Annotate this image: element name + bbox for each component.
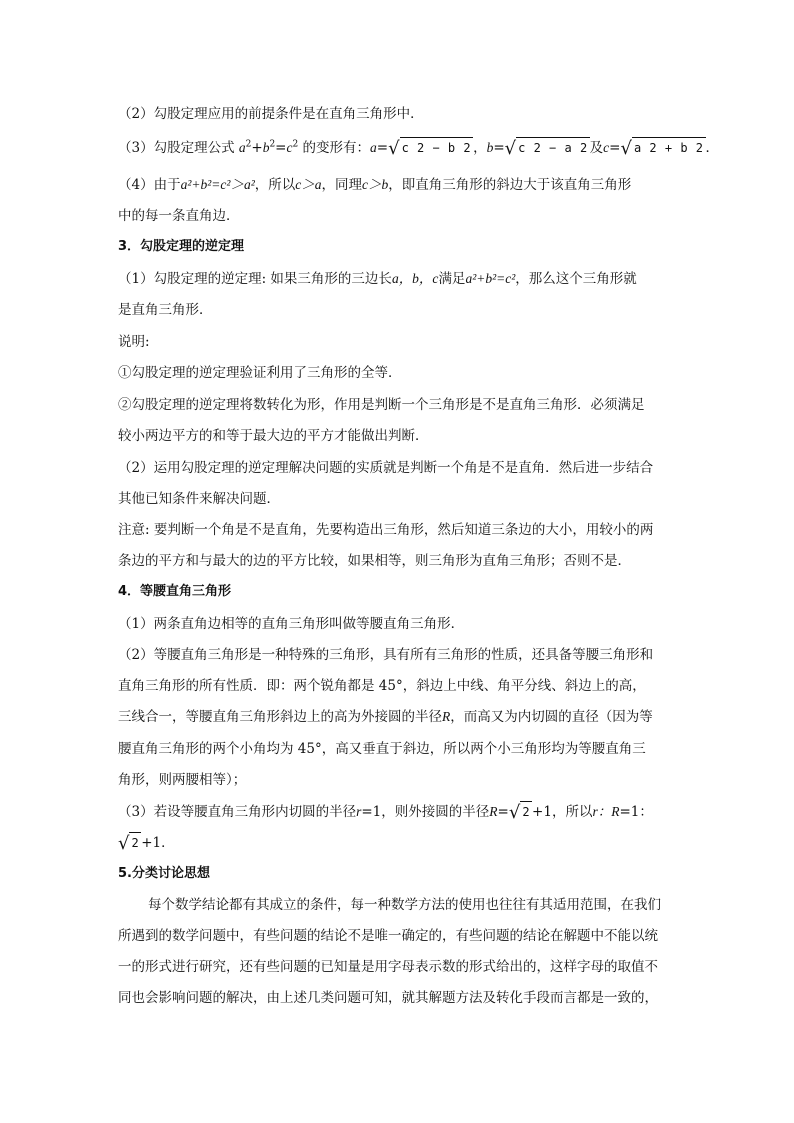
paragraph-line: 同也会影响问题的解决，由上述几类问题可知，就其解题方法及转化手段而言都是一致的， xyxy=(118,990,658,1006)
text-line: （2）运用勾股定理的逆定理解决问题的实质就是判断一个角是不是直角．然后进一步结合 xyxy=(118,460,654,476)
section-heading: 3．勾股定理的逆定理 xyxy=(118,239,245,254)
superscript: 2 xyxy=(292,139,299,150)
square-root xyxy=(505,137,590,159)
radicand: 2 xyxy=(129,832,141,853)
separator: ， xyxy=(473,140,487,156)
text-segment: ，那么这个三角形就 xyxy=(515,271,637,287)
section-heading: 5.分类讨论思想 xyxy=(118,866,210,881)
operator: + xyxy=(251,140,263,156)
math-expr: a²+b²=c²＞a² xyxy=(180,177,255,192)
text-line xyxy=(118,269,688,291)
text-line: 注意: 要判断一个角是不是直角，先要构造出三角形，然后知道三条边的大小，用较小的两 xyxy=(118,522,654,538)
text-segment: +1． xyxy=(141,835,175,851)
var-b: b xyxy=(262,140,270,155)
separator: 及 xyxy=(589,140,604,156)
text-line: ②勾股定理的逆定理将数转化为形，作用是判断一个三角形是不是直角三角形．必须满足 xyxy=(118,397,645,413)
text-segment: =1，则外接圆的半径 xyxy=(361,804,490,820)
square-root xyxy=(509,801,532,823)
radicand: 2 xyxy=(520,801,532,822)
text-segment: ，同理 xyxy=(321,177,362,193)
text-segment: 三线合一，等腰直角三角形斜边上的高为外接圆的半径 xyxy=(118,709,442,725)
text-segment: 满足 xyxy=(438,271,466,287)
paragraph-line: 所遇到的数学问题中，有些问题的结论不是唯一确定的，有些问题的结论在解题中不能以统 xyxy=(118,928,658,944)
paragraph-line: 每个数学结论都有其成立的条件，每一种数学方法的使用也往往有其适用范围，在我们 xyxy=(148,897,661,913)
radicand: c 2 − b 2 xyxy=(400,137,474,158)
text-line: 较小两边平方的和等于最大边的平方才能做出判断． xyxy=(118,428,429,444)
text-line: （2）勾股定理应用的前提条件是在直角三角形中． xyxy=(118,106,424,122)
radical-icon: √ xyxy=(620,138,632,159)
formula-line xyxy=(118,137,719,159)
math-expr: a²+b²=c² xyxy=(465,271,516,286)
text-segment: ，而高又为内切圆的直径（因为等 xyxy=(450,709,653,725)
operator: = xyxy=(376,140,389,156)
superscript: 2 xyxy=(269,139,276,150)
math-expr: r：R xyxy=(592,804,620,819)
var-a: a xyxy=(238,140,246,155)
var-a: a xyxy=(370,140,377,155)
text-segment: ，所以 xyxy=(254,177,296,193)
var-R: R xyxy=(442,709,451,724)
var-r: r xyxy=(356,804,362,819)
text-line: 角形，则两腰相等）； xyxy=(118,772,247,788)
text-segment: （4）由于 xyxy=(118,177,181,193)
text-line: ①勾股定理的逆定理验证利用了三角形的全等． xyxy=(118,365,402,381)
text-line: 中的每一条直角边． xyxy=(118,208,240,224)
text-line: 条边的平方和与最大的边的平方比较，如果相等，则三角形为直角三角形；否则不是． xyxy=(118,553,631,569)
text-line xyxy=(118,801,688,823)
var-c: c xyxy=(286,140,293,155)
superscript: 2 xyxy=(245,139,252,150)
radical-icon: √ xyxy=(504,138,517,159)
math-expr: c＞b xyxy=(362,177,389,192)
radical-icon: √ xyxy=(508,802,521,823)
square-root xyxy=(118,832,141,854)
radicand: a 2 + b 2 xyxy=(632,137,706,158)
var-b: b xyxy=(486,140,494,155)
text-segment: （1）勾股定理的逆定理: 如果三角形的三边长 xyxy=(118,271,392,287)
operator: = xyxy=(609,140,621,156)
text-line: 腰直角三角形的两个小角均为 45°，高又垂直于斜边，所以两个小三角形均为等腰直角三 xyxy=(118,741,646,757)
punctuation: ． xyxy=(705,140,719,156)
text-segment: ，即直角三角形的斜边大于该直角三角形 xyxy=(388,177,632,193)
text-line: 是直角三角形． xyxy=(118,302,213,318)
text-segment: =1： xyxy=(619,804,653,820)
text-line: （2）等腰直角三角形是一种特殊的三角形，具有所有三角形的性质，还具备等腰三角形和 xyxy=(118,647,654,663)
text-line xyxy=(118,175,688,197)
text-line: （1）两条直角边相等的直角三角形叫做等腰直角三角形． xyxy=(118,616,465,632)
section-heading: 4．等腰直角三角形 xyxy=(118,584,232,599)
text-line xyxy=(118,832,688,854)
radical-icon: √ xyxy=(388,138,400,159)
operator: = xyxy=(497,804,509,820)
paragraph-line: 一的形式进行研究，还有些问题的已知量是用字母表示数的形式给出的，这样字母的取值不 xyxy=(118,959,658,975)
radicand: c 2 − a 2 xyxy=(516,137,590,158)
text-segment: （3）若设等腰直角三角形内切圆的半径 xyxy=(118,804,357,820)
math-expr: a，b，c xyxy=(391,271,439,286)
text-segment: 的变形有： xyxy=(298,140,371,156)
operator: = xyxy=(275,140,287,156)
var-c: c xyxy=(603,140,610,155)
text-line xyxy=(118,707,688,729)
square-root xyxy=(620,137,705,159)
radical-icon: √ xyxy=(118,833,130,854)
operator: = xyxy=(493,140,505,156)
math-expr: c＞a xyxy=(295,177,322,192)
text-line: 说明: xyxy=(118,334,150,350)
text-line: 直角三角形的所有性质．即：两个锐角都是 45°，斜边上中线、角平分线、斜边上的高， xyxy=(118,678,646,694)
var-R: R xyxy=(489,804,498,819)
square-root xyxy=(388,137,473,159)
text-line: 其他已知条件来解决问题． xyxy=(118,491,280,507)
text-segment: （3）勾股定理公式 xyxy=(118,140,239,156)
text-segment: +1，所以 xyxy=(532,804,593,820)
